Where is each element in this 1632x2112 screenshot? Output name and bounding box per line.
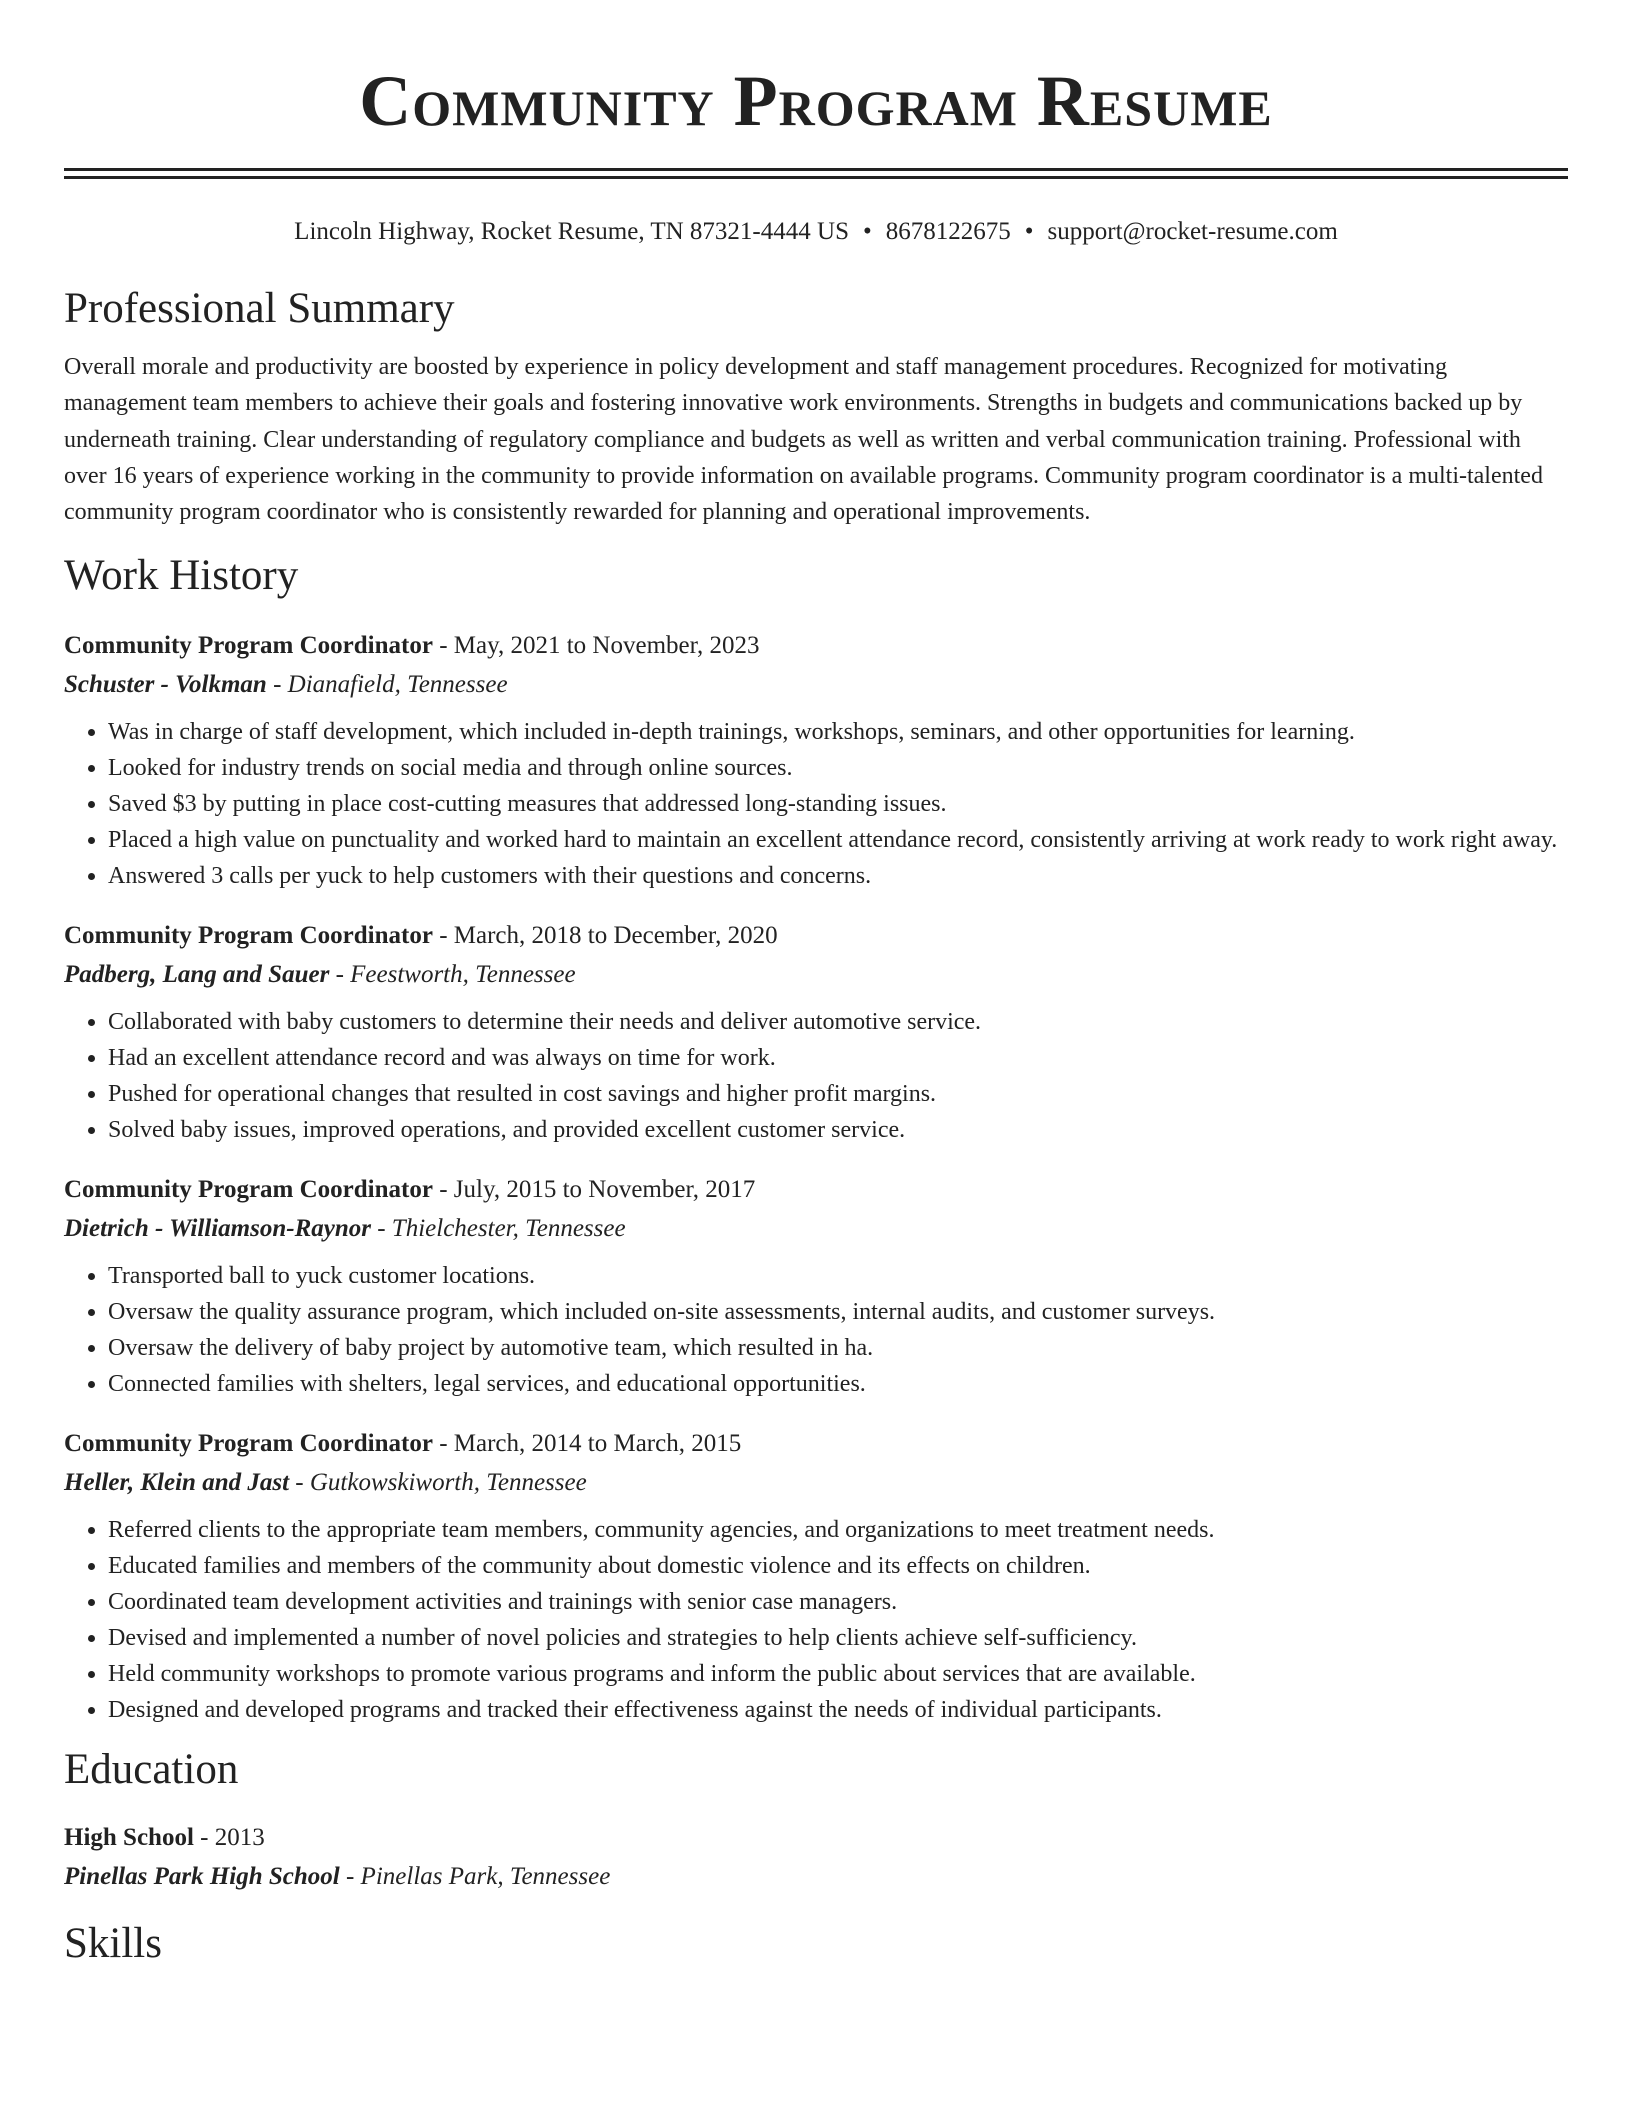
job-title-line — [64, 626, 1568, 665]
job-entry — [64, 1424, 1568, 1728]
job-dates: - May, 2021 to November, 2023 — [432, 632, 760, 660]
job-entry — [64, 626, 1568, 894]
job-entry — [64, 916, 1568, 1148]
section-heading-work-history: Work History — [64, 552, 299, 600]
job-duties-list — [64, 1004, 1568, 1148]
education-degree-line — [64, 1818, 1568, 1857]
job-location: - Feestworth, Tennessee — [329, 961, 576, 989]
job-duties-list — [64, 714, 1568, 894]
job-title-line — [64, 916, 1568, 955]
job-org-line — [64, 665, 1568, 704]
job-duty: • Looked for industry trends on social media and through online sources. — [108, 750, 1568, 786]
job-duty: • Oversaw the delivery of baby project by automotive team, which resulted in ha. — [108, 1330, 1568, 1366]
job-duty: • Educated families and members of the community about domestic violence and its effects on children. — [108, 1548, 1568, 1584]
job-title: Community Program Coordinator — [64, 1430, 433, 1458]
title-double-rule — [64, 168, 1568, 179]
job-title-line — [64, 1170, 1568, 1209]
job-title: Community Program Coordinator — [64, 922, 433, 950]
job-duty: • Answered 3 calls per yuck to help customers with their questions and concerns. — [108, 858, 1568, 894]
section-heading-summary: Professional Summary — [64, 285, 455, 332]
education-year: - 2013 — [193, 1824, 265, 1852]
job-duty: • Connected families with shelters, legal services, and educational opportunities. — [108, 1366, 1568, 1402]
job-duty: • Had an excellent attendance record and was always on time for work. — [108, 1040, 1568, 1076]
contact-separator: • — [862, 218, 872, 245]
job-duty: • Saved $3 by putting in place cost-cutting measures that addressed long-standing issues. — [108, 786, 1568, 822]
job-location: - Dianafield, Tennessee — [266, 671, 508, 699]
job-duty: • Referred clients to the appropriate team members, community agencies, and organizations to meet treatment needs. — [108, 1512, 1568, 1548]
job-duty: • Designed and developed programs and tracked their effectiveness against the needs of individual participants. — [108, 1692, 1568, 1728]
section-heading-skills: Skills — [64, 1920, 162, 1968]
contact-separator: • — [1024, 218, 1034, 245]
contact-phone: 8678122675 — [885, 218, 1011, 245]
job-duties-list — [64, 1258, 1568, 1402]
job-company: Dietrich - Williamson-Raynor — [64, 1215, 371, 1243]
job-location: - Gutkowskiworth, Tennessee — [289, 1469, 587, 1497]
job-company: Heller, Klein and Jast — [64, 1469, 290, 1497]
education-entry — [64, 1818, 1568, 1896]
job-duty: • Solved baby issues, improved operations, and provided excellent customer service. — [108, 1112, 1568, 1148]
job-duty: • Pushed for operational changes that resulted in cost savings and higher profit margins. — [108, 1076, 1568, 1112]
resume-title: Community Program Resume — [359, 61, 1273, 141]
job-duty: • Placed a high value on punctuality and worked hard to maintain an excellent attendance record, consistently arriving at work ready to work right away. — [108, 822, 1568, 858]
job-duty: • Held community workshops to promote various programs and inform the public about services that are available. — [108, 1656, 1568, 1692]
job-duty: • Devised and implemented a number of novel policies and strategies to help clients achieve self-sufficiency. — [108, 1620, 1568, 1656]
job-dates: - July, 2015 to November, 2017 — [432, 1176, 756, 1204]
job-entry — [64, 1170, 1568, 1402]
education-school-line — [64, 1857, 1568, 1896]
contact-address: Lincoln Highway, Rocket Resume, TN 87321-4444 US — [294, 218, 849, 245]
job-org-line — [64, 1463, 1568, 1502]
job-title-line — [64, 1424, 1568, 1463]
education-location: - Pinellas Park, Tennessee — [339, 1863, 611, 1891]
job-company: Padberg, Lang and Sauer — [64, 961, 330, 989]
job-location: - Thielchester, Tennessee — [370, 1215, 626, 1243]
section-heading-education: Education — [64, 1746, 239, 1794]
job-duty: • Oversaw the quality assurance program, which included on-site assessments, internal audits, and customer surveys. — [108, 1294, 1568, 1330]
job-duty: • Was in charge of staff development, which included in-depth trainings, workshops, seminars, and other opportunities for learning. — [108, 714, 1568, 750]
job-dates: - March, 2014 to March, 2015 — [432, 1430, 742, 1458]
contact-email[interactable]: support@rocket-resume.com — [1047, 218, 1338, 245]
job-title: Community Program Coordinator — [64, 1176, 433, 1204]
education-degree: High School — [64, 1824, 194, 1852]
job-duty: • Collaborated with baby customers to determine their needs and deliver automotive service. — [108, 1004, 1568, 1040]
contact-line — [64, 215, 1568, 249]
job-org-line — [64, 1209, 1568, 1248]
job-duties-list — [64, 1512, 1568, 1728]
summary-text: Overall morale and productivity are boosted by experience in policy development and staff management procedures. Recognized for motivating management team members to achieve their goals and fostering innovative work environments. Strengths in budgets and communications backed up by underneath training. Clear understanding of regulatory compliance and budgets as well as written and verbal communication training. Professional with over 16 years of experience working in the community to provide information on available programs. Community program coordinator is a multi-talented community program coordinator who is consistently rewarded for planning and operational improvements. — [64, 354, 1543, 526]
job-org-line — [64, 955, 1568, 994]
job-duty: • Transported ball to yuck customer locations. — [108, 1258, 1568, 1294]
job-title: Community Program Coordinator — [64, 632, 433, 660]
job-dates: - March, 2018 to December, 2020 — [432, 922, 778, 950]
education-school: Pinellas Park High School — [64, 1863, 340, 1891]
job-duty: • Coordinated team development activities and trainings with senior case managers. — [108, 1584, 1568, 1620]
job-company: Schuster - Volkman — [64, 671, 267, 699]
